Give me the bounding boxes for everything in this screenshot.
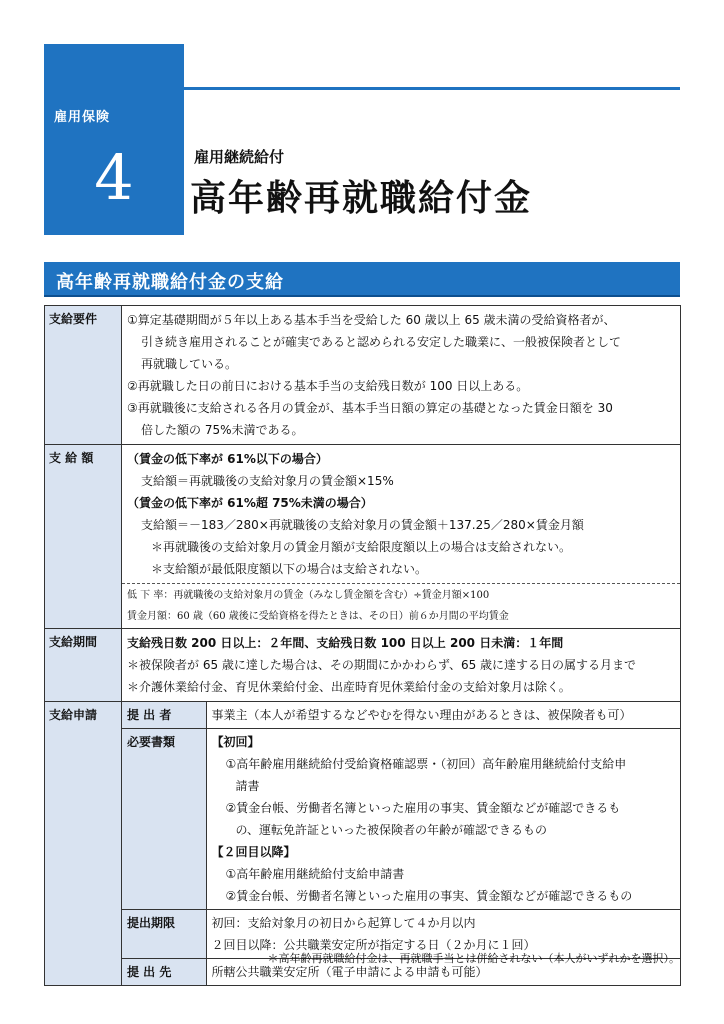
application-table (122, 702, 680, 985)
table-row (122, 702, 680, 729)
period-line: ＊介護休業給付金、育児休業給付金、出産時育児休業給付金の支給対象月は除く。 (127, 680, 571, 694)
page-subtitle: 雇用継続給付 (194, 148, 285, 166)
definition-line: 賃金月額：60 歳（60 歳後に受給資格を得たときは、その日）前６か月間の平均賃金 (127, 611, 509, 622)
case2-heading: （賃金の低下率が 61%超 75%未満の場合） (127, 496, 373, 510)
requirement-line: ②再就職した日の前日における基本手当の支給残日数が 100 日以上ある。 (127, 379, 529, 393)
amount-note: ＊再就職後の支給対象月の賃金月額が支給限度額以上の場合は支給されない。 (151, 540, 572, 554)
requirements-label: 支給要件 (45, 306, 122, 445)
deadline-line: 初回：支給対象月の初日から起算して４か月以内 (211, 916, 476, 930)
requirement-line: 引き続き雇用されることが確実であると認められる安定した職業に、一般被保険者として (141, 335, 622, 349)
period-label: 支給期間 (45, 629, 122, 702)
application-content (122, 702, 681, 986)
document-line: 請書 (235, 779, 260, 793)
case1-heading: （賃金の低下率が 61%以下の場合） (127, 452, 328, 466)
amount-content (122, 445, 681, 629)
deadline-label: 提出期限 (122, 910, 206, 959)
requirements-content (122, 306, 681, 445)
requirement-line: 倍した額の 75%未満である。 (141, 423, 304, 437)
section-header (44, 262, 680, 297)
amount-note: ＊支給額が最低限度額以下の場合は支給されない。 (151, 562, 428, 576)
amount-label: 支 給 額 (45, 445, 122, 629)
applicant-text: 事業主（本人が希望するなどやむを得ない理由があるときは、被保険者も可） (211, 708, 632, 722)
deadline-line: ２回目以降：公共職業安定所が指定する日（２か月に１回） (211, 938, 536, 952)
page-title: 高年齢再就職給付金 (190, 178, 533, 219)
application-label: 支給申請 (45, 702, 122, 986)
chapter-number: 4 (94, 141, 134, 214)
documents-second-heading: 【２回目以降】 (211, 845, 296, 859)
period-content (122, 629, 681, 702)
header-rule (184, 87, 680, 90)
documents-label: 必要書類 (122, 729, 206, 910)
period-line: 支給残日数 200 日以上：２年間、支給残日数 100 日以上 200 日未満：１年間 (127, 636, 564, 650)
footnote: ＊高年齢再就職給付金は、再就職手当とは併給されない（本人がいずれかを選択）。 (267, 952, 680, 965)
document-line: ①高年齢雇用継続給付支給申請書 (225, 867, 405, 881)
document-line: の、運転免許証といった被保険者の年齢が確認できるもの (235, 823, 548, 837)
period-line: ＊被保険者が 65 歳に達した場合は、その期間にかかわらず、65 歳に達する日の属する月まで (127, 658, 637, 672)
case1-formula: 支給額＝再就職後の支給対象月の賃金額×15% (141, 474, 394, 488)
category-label: 雇用保険 (54, 110, 111, 125)
document-line: ①高年齢雇用継続給付受給資格確認票・（初回）高年齢雇用継続給付支給申 (225, 757, 627, 771)
document-line: ②賃金台帳、労働者名簿といった雇用の事実、賃金額などが確認できるも (225, 801, 621, 815)
definition-line: 低 下 率：再就職後の支給対象月の賃金（みなし賃金額を含む）÷賃金月額×100 (127, 590, 490, 601)
table-row-requirements (45, 306, 681, 445)
document-line: ②賃金台帳、労働者名簿といった雇用の事実、賃金額などが確認できるもの (225, 889, 633, 903)
documents-first-heading: 【初回】 (211, 735, 260, 749)
destination-label: 提 出 先 (122, 959, 206, 986)
case2-formula: 支給額＝－183／280×再就職後の支給対象月の賃金額＋137.25／280×賃金月額 (141, 518, 584, 532)
table-row-period (45, 629, 681, 702)
section-title: 高年齢再就職給付金の支給 (56, 272, 284, 293)
benefit-table (44, 305, 681, 986)
applicant-label: 提 出 者 (122, 702, 206, 729)
applicant-value (206, 702, 680, 729)
requirement-line: ③再就職後に支給される各月の賃金が、基本手当日額の算定の基礎となった賃金日額を 30 (127, 401, 613, 415)
table-row-amount (45, 445, 681, 629)
amount-definitions (122, 583, 680, 628)
destination-text: 所轄公共職業安定所（電子申請による申請も可能） (211, 965, 488, 979)
documents-value (206, 729, 680, 910)
table-row-application (45, 702, 681, 986)
requirement-line: ①算定基礎期間が５年以上ある基本手当を受給した 60 歳以上 65 歳未満の受給資格者が、 (127, 313, 616, 327)
table-row (122, 729, 680, 910)
requirement-line: 再就職している。 (141, 357, 238, 371)
